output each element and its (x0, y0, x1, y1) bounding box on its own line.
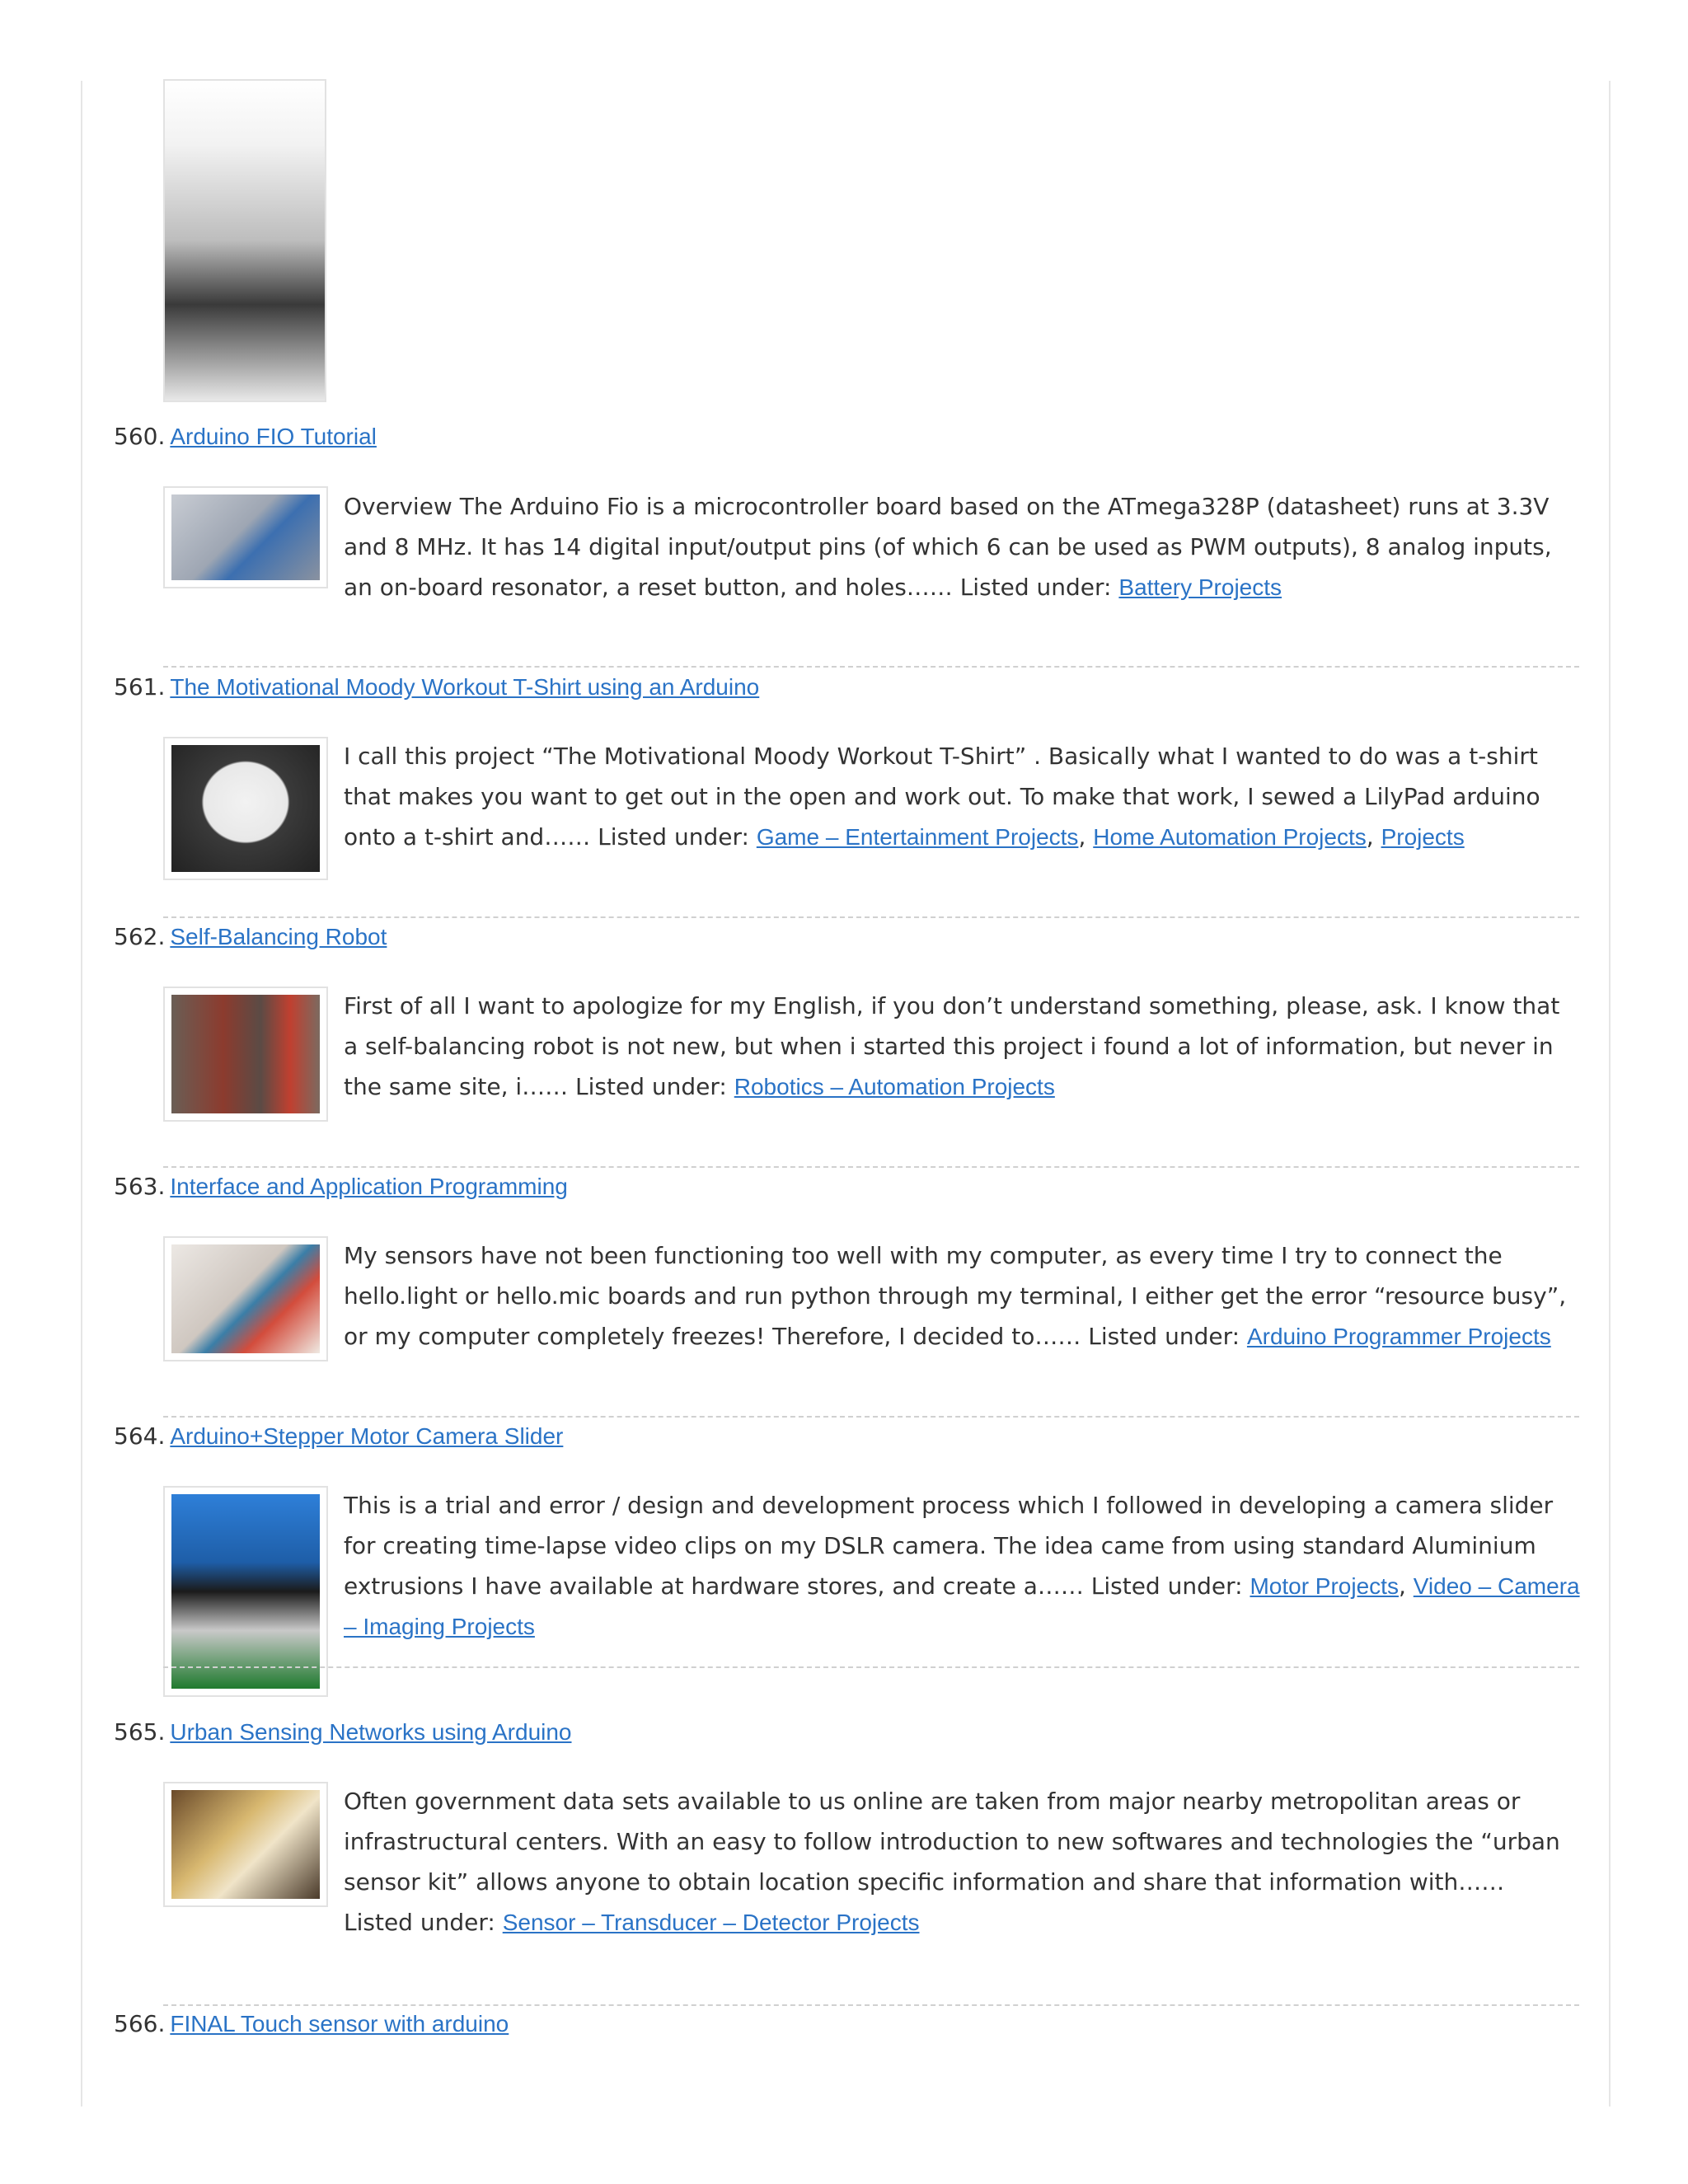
entry-number: 562. (114, 923, 166, 950)
entry-560-text: Overview The Arduino Fio is a microcontroller board based on the ATmega328P (datasheet) runs at 3.3V and 8 MHz. It has 14 digital input/output pins (of which 6 can be used as PWM outputs), 8 analog inputs, an on-board resonator, a reset button, and holes…… Listed under: (344, 493, 1552, 601)
entry-565-description (344, 1781, 1580, 1943)
entry-563-title-link[interactable]: Interface and Application Programming (170, 1174, 568, 1199)
entry-565-title-link[interactable]: Urban Sensing Networks using Arduino (170, 1719, 572, 1745)
entry-number: 566. (114, 2010, 166, 2037)
entry-565-thumbnail[interactable] (163, 1782, 328, 1907)
entry-number: 563. (114, 1173, 166, 1200)
entry-564-description: This is a trial and error / design and development process which I followed in developing a camera slider for creating time-lapse video clips on my DSLR camera. The idea came from using standard Aluminium extrusions I have available at hardware stores, and create a…… Listed under: Motor Projects, Video – Camera – Imaging Projects (344, 1492, 1580, 1639)
entry-separator (163, 1166, 1579, 1168)
entry-563-thumbnail[interactable] (163, 1236, 328, 1361)
category-link[interactable]: Motor Projects (1250, 1573, 1399, 1599)
entry-562-title-link[interactable]: Self-Balancing Robot (170, 924, 387, 949)
entry-563-heading (114, 1169, 568, 1205)
entry-560-title-link[interactable]: Arduino FIO Tutorial (170, 424, 377, 449)
entry-565-heading (114, 1714, 572, 1750)
content-border-left (81, 81, 82, 2107)
entry-560-description (344, 486, 1580, 607)
entry-564-title-link[interactable]: Arduino+Stepper Motor Camera Slider (170, 1423, 564, 1449)
entry-separator (163, 1666, 1579, 1668)
category-link[interactable]: Video – Camera – Imaging Projects (344, 1573, 1580, 1639)
entry-565-text: Often government data sets available to us online are taken from major nearby metropolitan areas or infrastructural centers. With an easy to follow introduction to new softwares and technologies the “urban sensor kit” allows anyone to obtain location specific information and share that information with…… Listed under: (344, 1788, 1560, 1936)
category-link[interactable]: Robotics – Automation Projects (734, 1074, 1055, 1099)
entry-separator (163, 916, 1579, 918)
category-link[interactable]: Arduino Programmer Projects (1246, 1324, 1551, 1349)
entry-number: 561. (114, 673, 166, 701)
camera-slider-image (171, 1494, 320, 1689)
battery-board-image (171, 494, 320, 580)
entry-566-title-link[interactable]: FINAL Touch sensor with arduino (170, 2011, 509, 2036)
entry-number: 565. (114, 1718, 166, 1746)
entry-561-title-link[interactable]: The Motivational Moody Workout T-Shirt using an Arduino (170, 674, 760, 700)
entry-562-description (344, 986, 1580, 1107)
sensor-boards-image (171, 1244, 320, 1353)
category-link[interactable]: Battery Projects (1118, 574, 1282, 600)
entry-563-description (344, 1235, 1580, 1357)
category-link[interactable]: Projects (1381, 824, 1465, 850)
entry-564-thumbnail[interactable] (163, 1486, 328, 1697)
robot-image (171, 995, 320, 1113)
entry-number: 560. (114, 423, 166, 450)
entry-564-text: This is a trial and error / design and development process which I followed in developing a camera slider for creating time-lapse video clips on my DSLR camera. The idea came from using standard Aluminium extrusions I have available at hardware stores, and create a…… Listed under: (344, 1492, 1554, 1600)
entry-563-text: My sensors have not been functioning too well with my computer, as every time I try to connect the hello.light or hello.mic boards and run python through my terminal, I either get the error “resource busy”, or my computer completely freezes! Therefore, I decided to…… Listed under: (344, 1242, 1567, 1350)
robot-tower-image (165, 81, 325, 401)
category-link[interactable]: Home Automation Projects (1093, 824, 1367, 850)
entry-561-description: I call this project “The Motivational Moody Workout T-Shirt” . Basically what I wanted to do was a t-shirt that makes you want to get out in the open and work out. To make that work, I sewed a LilyPad arduino onto a t-shirt and…… Listed under: Game – Entertainment Projects, Home Automation Projects, Projects (344, 743, 1540, 851)
entry-561-thumbnail[interactable] (163, 737, 328, 880)
entry-566-heading (114, 2006, 509, 2042)
entry-561-text: I call this project “The Motivational Moody Workout T-Shirt” . Basically what I wanted to do was a t-shirt that makes you want to get out in the open and work out. To make that work, I sewed a LilyPad arduino onto a t-shirt and…… Listed under: (344, 743, 1540, 851)
entry-separator (163, 1416, 1579, 1418)
entry-560-heading (114, 419, 377, 455)
robot-tower-thumbnail[interactable] (163, 79, 326, 402)
entry-562-thumbnail[interactable] (163, 987, 328, 1122)
entry-564-heading (114, 1418, 563, 1455)
entry-562-heading (114, 919, 387, 955)
tshirt-image (171, 745, 320, 872)
entry-number: 564. (114, 1422, 166, 1450)
category-link[interactable]: Game – Entertainment Projects (756, 824, 1079, 850)
entry-560-thumbnail[interactable] (163, 486, 328, 588)
content-border-right (1609, 81, 1611, 2107)
entry-separator (163, 666, 1579, 668)
urban-sensing-image (171, 1790, 320, 1899)
entry-561-heading (114, 669, 759, 705)
entry-562-text: First of all I want to apologize for my English, if you don’t understand something, please, ask. I know that a self-balancing robot is not new, but when i started this project i found a lot of information, but never in the same site, i…… Listed under: (344, 992, 1560, 1100)
category-link[interactable]: Sensor – Transducer – Detector Projects (502, 1910, 920, 1935)
